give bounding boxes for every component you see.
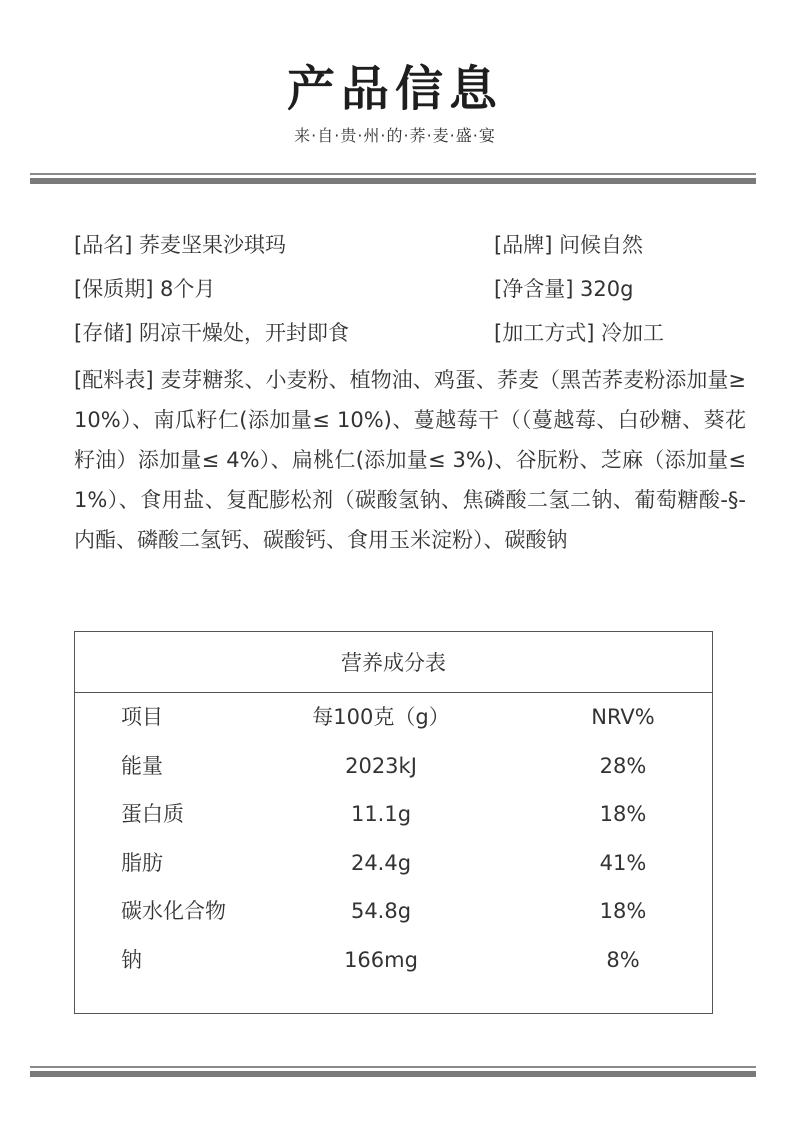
top-divider [30,173,756,184]
row-item: 脂肪 [121,850,163,875]
table-row [75,936,712,985]
net-content: [净含量] 320g [494,277,634,301]
header-item: 项目 [121,705,163,729]
row-per100: 24.4g [350,850,412,875]
shelf-life: [保质期] 8个月 [74,277,216,301]
header-nrv: NRV% [591,705,655,729]
row-nrv: 18% [599,802,647,826]
table-row [75,887,712,936]
table-row [75,742,712,791]
page-subtitle: 来·自·贵·州·的·荞·麦·盛·宴 [294,126,496,145]
row-nrv: 18% [599,899,647,923]
table-row [75,839,712,888]
storage: [存储] 阴凉干燥处，开封即食 [74,321,350,345]
row-per100: 11.1g [350,802,412,826]
product-info [74,228,754,360]
row-nrv: 8% [606,947,640,972]
product-brand: [品牌] 问候自然 [494,233,644,257]
row-item: 能量 [121,753,163,778]
bottom-divider [30,1066,756,1077]
nutrition-table-title: 营养成分表 [75,632,712,693]
table-row [75,790,712,839]
ingredients-list: [配料表] 麦芽糖浆、小麦粉、植物油、鸡蛋、荞麦（黑苦荞麦粉添加量≥ 10%）、南瓜籽仁(添加量≤ 10%)、蔓越莓干（（蔓越莓、白砂糖、葵花籽油）添加量≤ 4%）、扁桃仁(添加量≤ 3%)、谷朊粉、芝麻（添加量≤ 1%）、食用盐、复配膨松剂（碳酸氢钠、焦磷酸二氢二钠、葡萄糖酸-§-内酯、磷酸二氢钙、碳酸钙、食用玉米淀粉）、碳酸钠 [74,368,746,552]
nutrition-table [74,631,713,1014]
header-per100: 每100克（g） [312,705,450,729]
info-row [74,228,754,272]
row-item: 碳水化合物 [121,899,226,923]
row-item: 钠 [121,947,142,972]
row-nrv: 28% [599,753,647,778]
product-name: [品名] 荞麦坚果沙琪玛 [74,233,287,257]
nutrition-header-row [75,693,712,742]
info-row [74,272,754,316]
process-method: [加工方式] 冷加工 [494,321,665,345]
row-nrv: 41% [599,850,647,875]
row-per100: 2023kJ [345,753,417,778]
info-row [74,316,754,360]
row-per100: 166mg [344,947,418,972]
page-title: 产品信息 [286,61,503,117]
row-per100: 54.8g [350,899,412,923]
row-item: 蛋白质 [121,802,184,826]
